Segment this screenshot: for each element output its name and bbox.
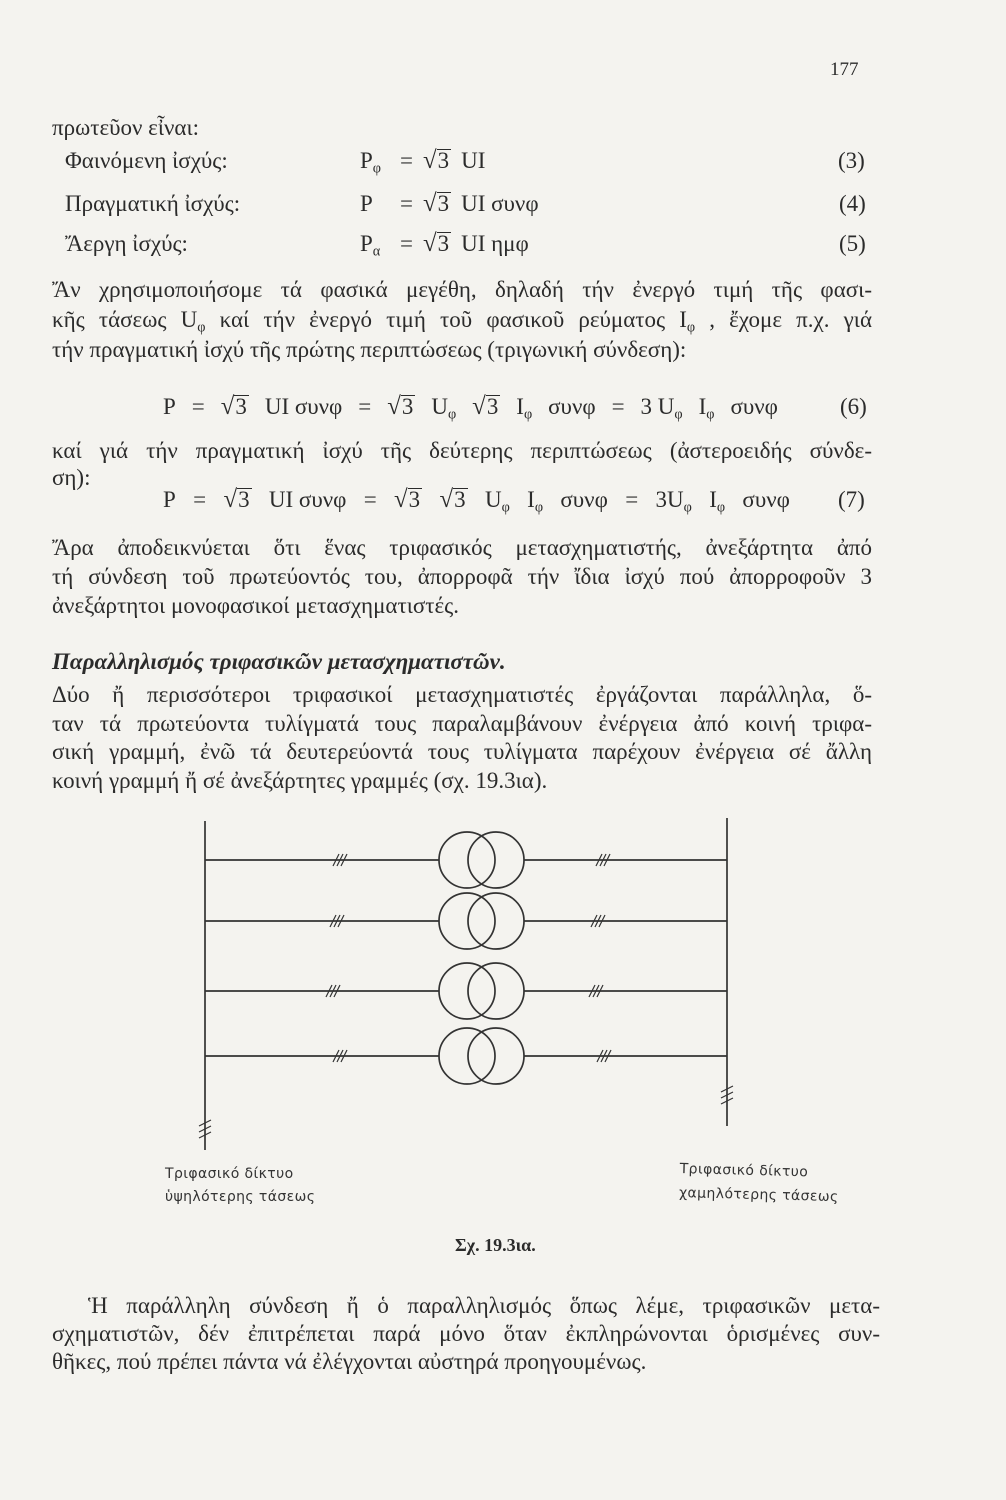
formula-term bbox=[641, 392, 683, 422]
square-root bbox=[423, 229, 451, 259]
radicand: 3 bbox=[437, 191, 450, 216]
text-line: τή σύνδεση τοῦ πρωτεύοντός του, ἀπορροφᾶ τήν ἴδια ἰσχύ πού ἀπορροφοῦν 3 bbox=[52, 564, 872, 589]
text-segment: καί τήν ἐνεργό τιμή τοῦ φασικοῦ ρεύματος I bbox=[205, 307, 687, 332]
paragraph-conclusion bbox=[52, 533, 872, 620]
subscript: φ bbox=[716, 499, 726, 516]
transformer-branch-1 bbox=[205, 832, 727, 888]
label-line: Τριφασικό δίκτυο bbox=[165, 1166, 294, 1182]
term-base: = bbox=[400, 231, 413, 256]
term-base: P bbox=[360, 191, 373, 216]
subscript: φ bbox=[674, 406, 683, 423]
equals-sign bbox=[612, 392, 625, 422]
text-line bbox=[52, 305, 872, 335]
formula-term bbox=[163, 485, 176, 515]
radical-sign: √ bbox=[422, 230, 437, 257]
square-root bbox=[423, 146, 451, 176]
text-segment: , ἔχομε π.χ. γιά bbox=[695, 307, 872, 332]
radical-sign: √ bbox=[439, 486, 454, 513]
radical-sign: √ bbox=[422, 147, 437, 174]
formula-term bbox=[548, 392, 595, 422]
term-base: P bbox=[163, 487, 176, 512]
subscript: φ bbox=[372, 160, 382, 177]
square-root bbox=[440, 485, 468, 515]
term-base: = bbox=[193, 487, 207, 512]
primary-winding-circle bbox=[439, 1028, 495, 1084]
subscript: α bbox=[372, 243, 381, 260]
radicand: 3 bbox=[401, 394, 414, 419]
equation-apparent-power bbox=[360, 146, 485, 176]
term-base: UI bbox=[461, 148, 486, 173]
text-line: ση): bbox=[52, 465, 91, 490]
square-root bbox=[394, 485, 422, 515]
text-line: ταν τά πρωτεύοντα τυλίγματά τους παραλαμβάνουν ἐνέργεια ἀπό κοινή τριφα- bbox=[52, 710, 872, 736]
term-base: UI συνφ bbox=[461, 191, 539, 216]
text-line: θῆκες, πού πρέπει πάντα νά ἐλέγχονται αὐστηρά προηγουμένως. bbox=[52, 1349, 647, 1374]
term-base: = bbox=[358, 394, 372, 419]
term-base: συνφ bbox=[560, 487, 608, 512]
term-base: συνφ bbox=[548, 394, 596, 419]
label-line: χαμηλότερης τάσεως bbox=[678, 1184, 839, 1206]
transformer-branch-4 bbox=[205, 1028, 727, 1084]
section-heading: Παραλληλισμός τριφασικῶν μετασχηματιστῶν. bbox=[52, 649, 506, 674]
secondary-winding-circle bbox=[468, 893, 524, 949]
equation-number: (4) bbox=[839, 191, 866, 216]
formula-term bbox=[265, 392, 342, 422]
equals-sign bbox=[364, 485, 377, 515]
term-base: = bbox=[191, 394, 205, 419]
formula-term bbox=[360, 189, 390, 219]
equation-label: Ἄεργη ἰσχύς: bbox=[65, 231, 188, 256]
equals-sign bbox=[358, 392, 371, 422]
paragraph-parallel-conditions bbox=[52, 1292, 880, 1376]
square-root bbox=[223, 485, 251, 515]
term-base: UI συνφ bbox=[268, 487, 347, 512]
equation-reactive-power bbox=[360, 229, 529, 259]
formula-term bbox=[431, 392, 456, 422]
formula-term bbox=[560, 485, 607, 515]
secondary-winding-circle bbox=[468, 1028, 524, 1084]
equation-number: (6) bbox=[840, 394, 867, 419]
formula-term bbox=[269, 485, 346, 515]
intro-line: πρωτεῦον εἶναι: bbox=[52, 115, 200, 140]
text-line: ἀνεξάρτητοι μονοφασικοί μετασχηματιστές. bbox=[52, 593, 460, 618]
equation-row-real-power bbox=[0, 189, 1006, 219]
formula-term bbox=[709, 485, 725, 515]
formula-term bbox=[461, 189, 538, 219]
equation-row-7 bbox=[0, 485, 1006, 515]
term-base: 3 U bbox=[640, 394, 675, 419]
radical-sign: √ bbox=[472, 393, 486, 420]
term-base: συνφ bbox=[730, 394, 778, 419]
transformer-branch-2 bbox=[205, 893, 727, 949]
formula-term bbox=[527, 485, 543, 515]
term-base: I bbox=[527, 487, 535, 512]
term-base: P bbox=[360, 231, 373, 256]
radical-sign: √ bbox=[220, 393, 235, 420]
paragraph-phase-quantities bbox=[52, 275, 872, 365]
subscript: φ bbox=[523, 406, 533, 423]
equation-number: (7) bbox=[838, 487, 865, 512]
equation-number: (3) bbox=[838, 148, 865, 173]
secondary-winding-circle bbox=[468, 963, 524, 1019]
text-line: Ἄρα ἀποδεικνύεται ὅτι ἕνας τριφασικός μετασχηματιστής, ἀνεξάρτητα ἀπό bbox=[52, 535, 872, 560]
subscript: φ bbox=[197, 319, 206, 336]
radicand: 3 bbox=[486, 394, 499, 419]
equation-label: Φαινόμενη ἰσχύς: bbox=[65, 148, 228, 173]
term-base: P bbox=[163, 394, 176, 419]
label-line: Τριφασικό δίκτυο bbox=[679, 1160, 809, 1181]
figure-caption: Σχ. 19.3ια. bbox=[455, 1235, 536, 1255]
primary-winding-circle bbox=[439, 893, 495, 949]
equals-sign bbox=[192, 392, 205, 422]
bus-three-phase-mark bbox=[199, 1120, 211, 1138]
term-base: = bbox=[611, 394, 625, 419]
term-base: 3U bbox=[655, 487, 684, 512]
term-base: = bbox=[363, 487, 377, 512]
label-line: ὑψηλότερης τάσεως bbox=[165, 1189, 316, 1205]
radicand: 3 bbox=[454, 487, 466, 512]
equation-real-power bbox=[360, 189, 539, 219]
term-base: P bbox=[360, 148, 373, 173]
term-base: U bbox=[431, 394, 448, 419]
paragraph-parallel-operation bbox=[52, 681, 872, 795]
equation-row-apparent-power bbox=[0, 146, 1006, 176]
term-base: UI συνφ bbox=[264, 394, 343, 419]
text-line: τήν πραγματική ἰσχύ τῆς πρώτης περιπτώσεως (τριγωνική σύνδεση): bbox=[52, 337, 687, 362]
page-number: 177 bbox=[830, 59, 859, 80]
bus-three-phase-mark bbox=[721, 1086, 733, 1104]
text-line: Ἡ παράλληλη σύνδεση ἤ ὁ παραλληλισμός ὅπως λέμε, τριφασικῶν μετα- bbox=[88, 1293, 880, 1318]
radical-sign: √ bbox=[422, 190, 437, 217]
square-root bbox=[423, 189, 451, 219]
radical-sign: √ bbox=[394, 486, 408, 513]
formula-term bbox=[485, 485, 510, 515]
term-base: = bbox=[625, 487, 639, 512]
subscript: φ bbox=[534, 499, 544, 516]
formula-term bbox=[163, 392, 176, 422]
formula-term bbox=[742, 485, 789, 515]
square-root bbox=[387, 392, 415, 422]
formula-term bbox=[699, 392, 715, 422]
text-line: Ἄν χρησιμοποιήσομε τά φασικά μεγέθη, δηλαδή τήν ἐνεργό τιμή τῆς φασι- bbox=[52, 277, 872, 302]
paragraph-star-connection bbox=[52, 437, 872, 491]
formula-term bbox=[731, 392, 778, 422]
text-line: κοινή γραμμή ἤ σέ ἀνεξάρτητες γραμμές (σχ. 19.3ια). bbox=[52, 767, 548, 793]
radicand: 3 bbox=[408, 487, 421, 512]
term-base: συνφ bbox=[742, 487, 790, 512]
text-line: σχηματιστῶν, δέν ἐπιτρέπεται παρά μόνο ὅταν ἐκπληρώνονται ὁρισμένες συν- bbox=[52, 1321, 880, 1346]
text-segment: κῆς τάσεως U bbox=[52, 307, 198, 332]
term-base: = bbox=[400, 191, 413, 216]
equation-star-power bbox=[163, 485, 790, 515]
equation-row-reactive-power bbox=[0, 229, 1006, 259]
equals-sign bbox=[193, 485, 206, 515]
low-voltage-network-label bbox=[679, 1157, 840, 1209]
square-root bbox=[472, 392, 500, 422]
primary-winding-circle bbox=[439, 832, 495, 888]
equals-sign bbox=[400, 189, 413, 219]
term-base: = bbox=[400, 148, 413, 173]
subscript: φ bbox=[706, 406, 715, 423]
term-base: I bbox=[516, 394, 524, 419]
primary-winding-circle bbox=[439, 963, 495, 1019]
text-line: Δύο ἤ περισσότεροι τριφασικοί μετασχηματιστές ἐργάζονται παράλληλα, ὅ- bbox=[52, 682, 872, 707]
radical-sign: √ bbox=[387, 393, 401, 420]
formula-term bbox=[461, 146, 485, 176]
parallel-transformers-diagram bbox=[0, 800, 1006, 1160]
text-line: καί γιά τήν πραγματική ἰσχύ τῆς δεύτερης περιπτώσεως (ἀστεροειδής σύνδε- bbox=[52, 438, 872, 463]
term-base: U bbox=[484, 487, 502, 512]
equals-sign bbox=[400, 229, 413, 259]
formula-term bbox=[516, 392, 532, 422]
square-root bbox=[221, 392, 249, 422]
text-line: σική γραμμή, ἐνῶ τά δευτερεύοντά τους τυλίγματα παρέχουν ἐνέργεια σέ ἄλλη bbox=[52, 739, 872, 764]
subscript: φ bbox=[683, 499, 692, 516]
diagram-strokes bbox=[199, 818, 733, 1150]
secondary-winding-circle bbox=[468, 832, 524, 888]
radicand: 3 bbox=[235, 394, 247, 419]
term-base: UI ημφ bbox=[461, 231, 529, 256]
term-base: I bbox=[709, 487, 717, 512]
subscript: φ bbox=[686, 319, 696, 336]
transformer-branch-3 bbox=[205, 963, 727, 1019]
formula-term bbox=[360, 229, 390, 259]
subscript: φ bbox=[447, 406, 457, 423]
high-voltage-network-label bbox=[165, 1163, 315, 1209]
equation-number: (5) bbox=[839, 231, 866, 256]
subscript: φ bbox=[501, 499, 510, 516]
equation-row-6 bbox=[0, 392, 1006, 422]
formula-term bbox=[461, 229, 529, 259]
equation-delta-power bbox=[163, 392, 778, 422]
radicand: 3 bbox=[238, 487, 250, 512]
term-base: I bbox=[698, 394, 707, 419]
radicand: 3 bbox=[437, 231, 450, 256]
radical-sign: √ bbox=[223, 486, 238, 513]
formula-term bbox=[360, 146, 390, 176]
equals-sign bbox=[400, 146, 413, 176]
radicand: 3 bbox=[437, 148, 450, 173]
formula-term bbox=[656, 485, 692, 515]
equation-label: Πραγματική ἰσχύς: bbox=[65, 191, 241, 216]
equals-sign bbox=[625, 485, 638, 515]
